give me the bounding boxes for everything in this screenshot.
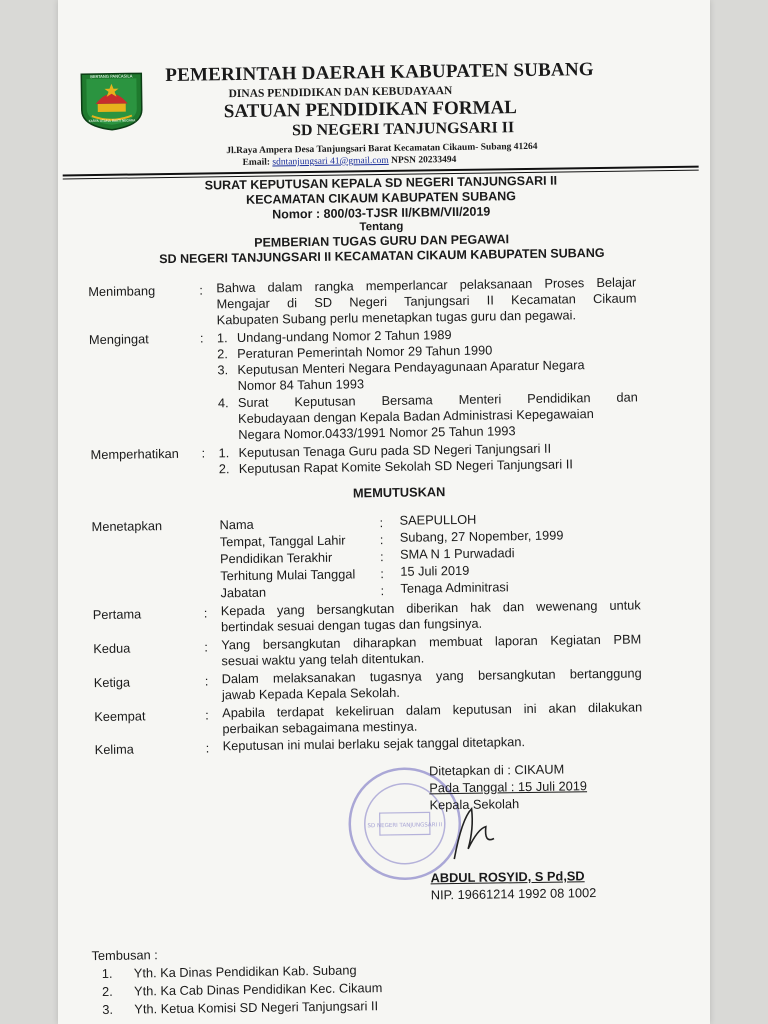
tembusan-item: Yth. Ka Cab Dinas Pendidikan Kec. Cikaum <box>133 980 383 999</box>
clause-label: Kedua <box>93 640 131 657</box>
colon: : <box>380 583 385 599</box>
email-link[interactable]: sdntanjungsari 41@gmail.com <box>272 155 389 168</box>
list-number: 3. <box>102 1001 114 1017</box>
decree-title: SURAT KEPUTUSAN KEPALA SD NEGERI TANJUNGSARI II <box>204 173 558 193</box>
letterhead-contact <box>242 155 456 168</box>
clause-label: Keempat <box>94 708 146 725</box>
colon: : <box>204 673 209 689</box>
detail-key: Nama <box>219 516 254 533</box>
list-item: Kebudayaan dengan Kepala Badan Administrasi Kepegawaian <box>238 406 594 427</box>
colon: : <box>380 566 384 582</box>
mengingat-label: Mengingat <box>88 331 149 348</box>
menetapkan-label: Menetapkan <box>91 518 163 535</box>
clause-label: Ketiga <box>93 674 131 691</box>
detail-key: Terhitung Mulai Tanggal <box>220 566 356 584</box>
regency-emblem-icon <box>75 69 148 132</box>
memutuskan-heading: MEMUTUSKAN <box>352 484 446 501</box>
detail-value: SAEPULLOH <box>399 511 477 528</box>
colon: : <box>199 282 203 298</box>
list-number: 3. <box>217 362 229 378</box>
clause-text: Apabila terdapat kekeliruan dalam keputusan ini akan dilakukan <box>222 699 643 721</box>
signatory-nip: NIP. 19661214 1992 08 1002 <box>430 885 597 903</box>
emblem-bottom-text: KARYA UTAMA BAKTI NEGARA <box>88 118 136 124</box>
email-label: Email: <box>242 157 271 168</box>
colon: : <box>205 707 209 723</box>
memperhatikan-label: Memperhatikan <box>90 445 179 463</box>
list-number: 1. <box>216 330 228 346</box>
clause-text: sesuai waktu yang telah ditentukan. <box>221 650 425 669</box>
clause-text: perbaikan sebagaimana mestinya. <box>222 718 418 737</box>
letterhead-government: PEMERINTAH DAERAH KABUPATEN SUBANG <box>165 59 594 87</box>
document-content <box>52 0 718 1024</box>
letterhead-department: DINAS PENDIDIKAN DAN KEBUDAYAAN <box>228 85 453 101</box>
npsn: NPSN 20233494 <box>391 154 457 166</box>
clause-text: Keputusan ini mulai berlaku sejak tanggal ditetapkan. <box>222 734 526 754</box>
tembusan-item: Yth. Ketua Komisi SD Negeri Tanjungsari II <box>134 998 379 1017</box>
colon: : <box>203 605 208 621</box>
list-number: 1. <box>101 965 113 981</box>
detail-key: Tempat, Tanggal Lahir <box>219 532 346 550</box>
decree-tentang: Tentang <box>359 220 404 234</box>
clause-label: Kelima <box>94 741 134 758</box>
signature-date: Pada Tanggal : 15 Juli 2019 <box>429 778 588 796</box>
tembusan-label: Tembusan : <box>91 947 158 964</box>
colon: : <box>205 740 210 756</box>
signature-position: Kepala Sekolah <box>429 796 520 813</box>
stamp-text: SD NEGERI TANJUNGSARI II <box>367 822 443 830</box>
list-item: Keputusan Rapat Komite Sekolah SD Negeri Tanjungsari II <box>238 456 573 477</box>
list-item: Negara Nomor.0433/1991 Nomor 25 Tahun 1993 <box>238 423 516 443</box>
decree-number: Nomor : 800/03-TJSR II/KBM/VII/2019 <box>272 204 491 222</box>
colon: : <box>379 549 384 565</box>
detail-value: 15 Juli 2019 <box>400 562 470 579</box>
detail-value: Tenaga Adminitrasi <box>400 579 509 596</box>
emblem-top-text: BERTANG PANCASILA <box>90 73 133 80</box>
decree-subject-school: SD NEGERI TANJUNGSARI II KECAMATAN CIKAUM KABUPATEN SUBANG <box>159 245 605 267</box>
list-item: Peraturan Pemerintah Nomor 29 Tahun 1990 <box>237 342 493 362</box>
letterhead-unit: SATUAN PENDIDIKAN FORMAL <box>223 97 518 123</box>
menimbang-line: Mengajar di SD Negeri Tanjungsari II Kecamatan Cikaum <box>216 290 637 312</box>
colon: : <box>379 515 384 531</box>
signature-place: Ditetapkan di : CIKAUM <box>428 761 565 779</box>
clause-text: bertindak sesuai dengan tugas dan fungsinya. <box>220 615 483 635</box>
clause-text: Yang bersangkutan diharapkan membuat laporan Kegiatan PBM <box>221 631 642 653</box>
detail-key: Jabatan <box>220 584 267 601</box>
clause-text: jawab Kepada Kepala Sekolah. <box>221 684 400 703</box>
menimbang-label: Menimbang <box>88 283 156 300</box>
colon: : <box>204 639 208 655</box>
list-item: Nomor 84 Tahun 1993 <box>237 376 365 394</box>
list-number: 4. <box>217 395 229 411</box>
detail-value: SMA N 1 Purwadadi <box>399 545 515 562</box>
menimbang-line: Kabupaten Subang perlu menetapkan tugas guru dan pegawai. <box>216 307 577 328</box>
letterhead-address: Jl.Raya Ampera Desa Tanjungsari Barat Kecamatan Cikaum- Subang 41264 <box>226 141 538 157</box>
clause-label: Pertama <box>92 606 142 623</box>
menimbang-line: Bahwa dalam rangka memperlancar pelaksanaan Proses Belajar <box>216 274 637 296</box>
list-number: 2. <box>101 983 113 999</box>
list-number: 2. <box>217 346 228 362</box>
clause-text: Kepada yang bersangkutan diberikan hak dan wewenang untuk <box>220 597 641 619</box>
list-item: Surat Keputusan Bersama Menteri Pendidikan dan <box>237 389 638 411</box>
detail-key: Pendidikan Terakhir <box>219 549 333 567</box>
colon: : <box>379 532 384 548</box>
letterhead-school: SD NEGERI TANJUNGSARI II <box>291 119 515 140</box>
clause-text: Dalam melaksanakan tugasnya yang bersangkutan bertanggung <box>221 665 642 687</box>
list-item: Keputusan Tenaga Guru pada SD Negeri Tanjungsari II <box>238 440 552 461</box>
document-page <box>58 0 710 1024</box>
decree-title-region: KECAMATAN CIKAUM KABUPATEN SUBANG <box>246 189 517 207</box>
colon: : <box>199 330 204 346</box>
tembusan-item: Yth. Ka Dinas Pendidikan Kab. Subang <box>133 962 357 981</box>
decree-subject: PEMBERIAN TUGAS GURU DAN PEGAWAI <box>254 232 510 250</box>
list-number: 1. <box>218 445 230 461</box>
signatory-name: ABDUL ROSYID, S Pd,SD <box>430 868 585 886</box>
list-number: 2. <box>218 461 230 477</box>
list-item: Keputusan Menteri Negara Pendayagunaan Aparatur Negara <box>237 357 585 378</box>
detail-value: Subang, 27 Nopember, 1999 <box>399 527 564 545</box>
list-item: Undang-undang Nomor 2 Tahun 1989 <box>236 327 452 346</box>
colon: : <box>201 445 206 461</box>
